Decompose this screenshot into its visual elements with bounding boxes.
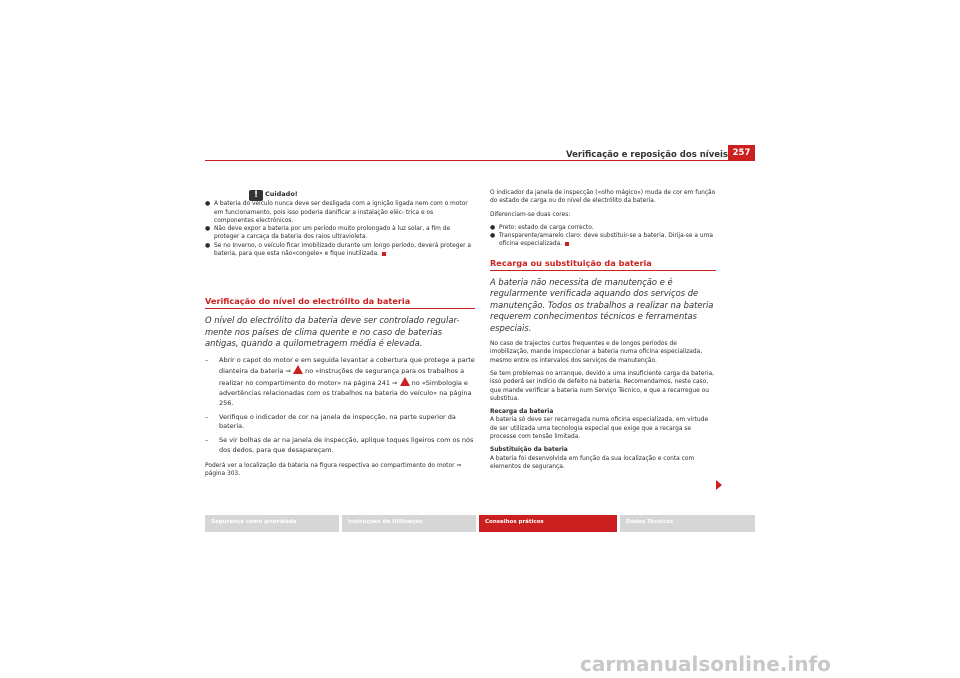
caution-heading: Cuidado! [265,190,298,198]
right-column [490,189,716,476]
caution-item: ● Se no Inverno, o veículo ficar imobilizado durante um longo período, deverá proteger a bateria, para que esta não«congele» e fique inutilizada. [205,241,472,258]
subheading: Substituição da bateria [490,447,568,454]
footer-tab-operating-instructions[interactable]: Instruções de Utilização [342,515,476,532]
watermark: carmanualsonline.info [580,652,831,676]
paragraph: O indicador da janela de inspecção («olho mágico») muda de cor em função do estado de carga ou do nível de electrólito da bateria. [490,190,716,205]
section-heading: Verificação do nível do electrólito da bateria [205,297,475,309]
running-header-title: Verificação e reposição dos níveis [566,150,728,160]
caution-icon: ! [249,190,263,201]
paragraph: No caso de trajectos curtos frequentes e de longos períodos de imobilização, mande inspeccionar a bateria numa oficina especializada, mesmo entre os intervalos dos serviços de manutenção. [490,341,703,364]
procedure-step: – Verifique o indicador de cor na janela de inspecção, na parte superior da bateria. [205,412,456,431]
section-lead: O nível do electrólito da bateria deve ser controlado regular- mente nos países de clima quente e no caso de baterias antigas, quando a quilometragem média é elevada. [205,315,460,349]
warning-triangle-icon [293,365,303,374]
end-mark-icon [382,252,386,256]
page-number: 257 [728,145,755,161]
header-rule [205,160,755,161]
continue-arrow-icon [716,480,722,490]
caution-item: ● Não deve expor a bateria por um período muito prolongado à luz solar, a fim de proteger a carcaça da bateria dos raios ultravioleta. [205,225,451,241]
subheading: Recarga da bateria [490,409,554,416]
section-lead: A bateria não necessita de manutenção e é regularmente verificada aquando dos serviços de manutenção. Todos os trabalhos a realizar na bateria requerem conhecimentos técnicos e ferramentas especiais. [490,277,714,333]
footer-tab-practical-tips[interactable]: Conselhos práticos [479,515,617,532]
note: Poderá ver a localização da bateria na figura respectiva ao compartimento do motor ⇒ página 303. [205,462,462,477]
footer-tab-technical-data[interactable]: Dados Técnicos [620,515,755,532]
procedure-step: – Se vir bolhas de ar na janela de inspecção, aplique toques ligeiros com os nós dos dedos, para que desapareçam. [205,436,474,454]
section-battery-electrolyte [205,297,475,483]
end-mark-icon [565,242,569,246]
procedure-step: – Abrir o capot do motor e em seguida levantar a cobertura que protege a parte dianteira da bateria ⇒ no «Instruções de segurança para os trabalhos a realizar no compartimento do motor» na página 241 ⇒ no «Simbologia e advertências relacionadas com os trabalhos na bateria do veículo» na página 256. [205,355,475,407]
paragraph: A bateria foi desenvolvida em função da sua localização e conta com elementos de segurança. [490,455,695,470]
paragraph: Se tem problemas no arranque, devido a uma insuficiente carga da bateria, isso poderá ser indício de defeito na bateria. Recomendamos, neste caso, que mande verificar a bateria num Serviço Técnico, e que a recarregue ou substitua. [490,371,714,402]
warning-triangle-icon [400,377,410,386]
footer-tab-safety[interactable]: Segurança como prioridade [205,515,339,532]
list-item: ● Preto: estado de carga correcto. [490,223,594,231]
paragraph: Diferenciam-se duas cores: [490,211,571,218]
section-heading: Recarga ou substituição da bateria [490,259,716,271]
paragraph: A bateria só deve ser recarregada numa oficina especializada, em virtude de ser utilizada uma tecnologia especial que exige que a recarga se processe com tensão limitada. [490,417,709,441]
caution-item: ● A bateria do veículo nunca deve ser desligada com a ignição ligada nem com o motor em funcionamento, pois isso poderia danificar a instalação eléc- trica e os componentes electrónicos. [205,200,468,224]
list-item: ● Transparente/amarelo claro: deve substituir-se a bateria. Dirija-se a uma oficina especializada. [490,232,713,248]
left-column [205,190,475,258]
